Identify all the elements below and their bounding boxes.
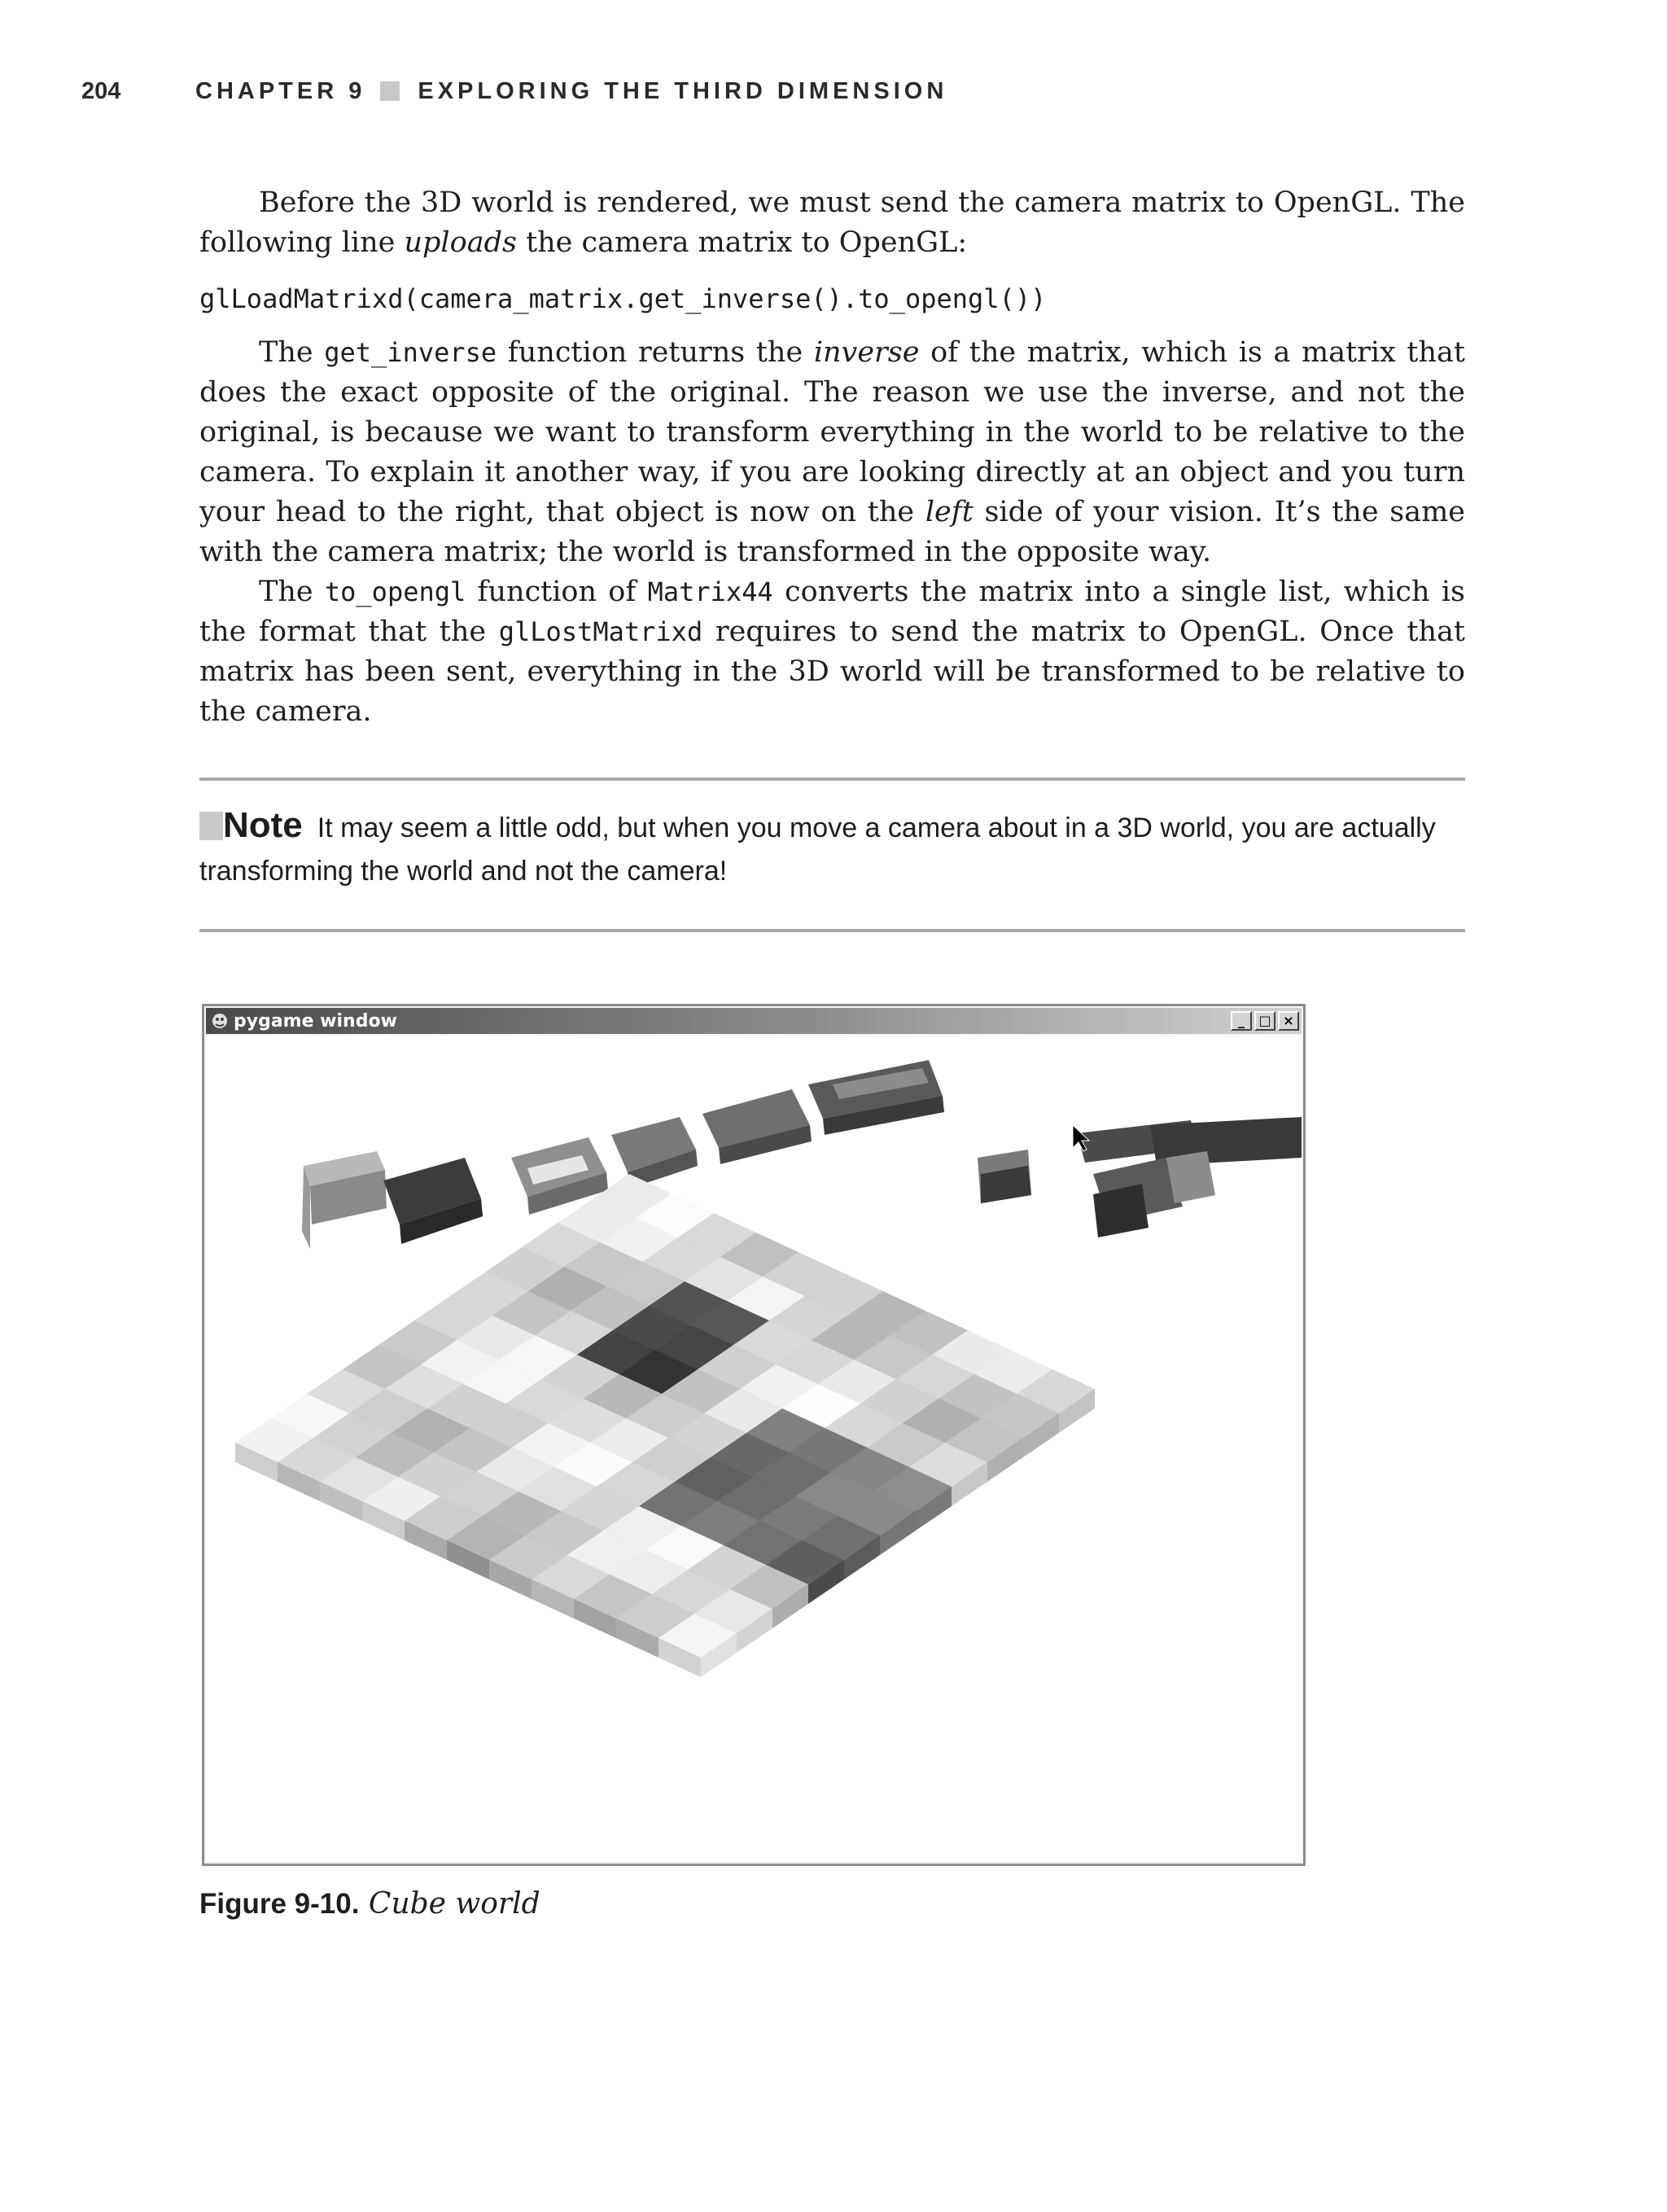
cube-grid-field [235, 1174, 1095, 1677]
text-run: requires to send the matrix to OpenGL. Once that matrix has been sent, everything in the 3D world will be transformed to be relative to the camera. [199, 615, 1465, 728]
inline-code-get-inverse: get_inverse [324, 337, 497, 368]
note-box [199, 777, 1465, 932]
cube-letters [302, 1060, 1302, 1249]
paragraph-1 [199, 183, 1465, 263]
inline-code-matrix44: Matrix44 [647, 576, 773, 607]
text-run: side of your vision. It’s the same with the camera matrix; the world is transformed in the opposite way. [199, 496, 1466, 568]
emphasis-left: left [925, 496, 974, 528]
figure-caption [199, 1887, 540, 1921]
text-run: the camera matrix to OpenGL: [516, 226, 968, 259]
note-label: Note [223, 805, 303, 845]
text-run: function of [466, 576, 648, 608]
minimize-button[interactable]: _ [1231, 1011, 1252, 1031]
emphasis-inverse: inverse [813, 336, 920, 369]
code-line: glLoadMatrixd(camera_matrix.get_inverse().to_opengl()) [199, 283, 1047, 314]
close-button[interactable]: × [1278, 1011, 1299, 1031]
note-text: It may seem a little odd, but when you move a camera about in a 3D world, you are actually transforming the world and not the camera! [199, 813, 1436, 887]
chapter-title: EXPLORING THE THIRD DIMENSION [418, 77, 948, 104]
maximize-button[interactable]: □ [1254, 1011, 1275, 1031]
body-text [199, 183, 1465, 732]
text-run: of the matrix, which is a matrix that does the exact opposite of the original. The reason we use the inverse, and not the original, is because we want to transform everything in the world to be relative to the camera. To explain it another way, if you are looking directly at an object and you turn your head to the right, that object is now on the [199, 336, 1465, 528]
figure-label: Figure 9-10. [199, 1888, 360, 1920]
window-titlebar[interactable] [206, 1008, 1302, 1034]
figure-caption-text: Cube world [368, 1887, 540, 1921]
emphasis-uploads: uploads [404, 226, 517, 259]
paragraph-2 [199, 333, 1465, 572]
inline-code-gllostmatrixd: glLostMatrixd [498, 616, 703, 647]
window-title: pygame window [234, 1010, 397, 1032]
figure-screenshot [202, 1004, 1306, 1866]
render-viewport[interactable] [206, 1036, 1302, 1862]
page-number: 204 [81, 77, 121, 104]
text-run: function returns the [497, 336, 814, 369]
inline-code-to-opengl: to_opengl [324, 576, 466, 607]
text-run: Before the 3D world is rendered, we must send the camera matrix to OpenGL. The following line [199, 186, 1465, 259]
running-head [81, 75, 1465, 107]
cube-world-render [206, 1036, 1302, 1862]
chapter-label: CHAPTER 9 [195, 77, 366, 104]
text-run: converts the matrix into a single list, which is the format that the [199, 576, 1465, 648]
paragraph-3 [199, 572, 1465, 732]
text-run: The [259, 336, 325, 369]
pygame-icon [211, 1012, 229, 1030]
text-run: The [259, 576, 325, 608]
header-separator-square [380, 81, 400, 101]
note-square-icon [199, 812, 223, 840]
